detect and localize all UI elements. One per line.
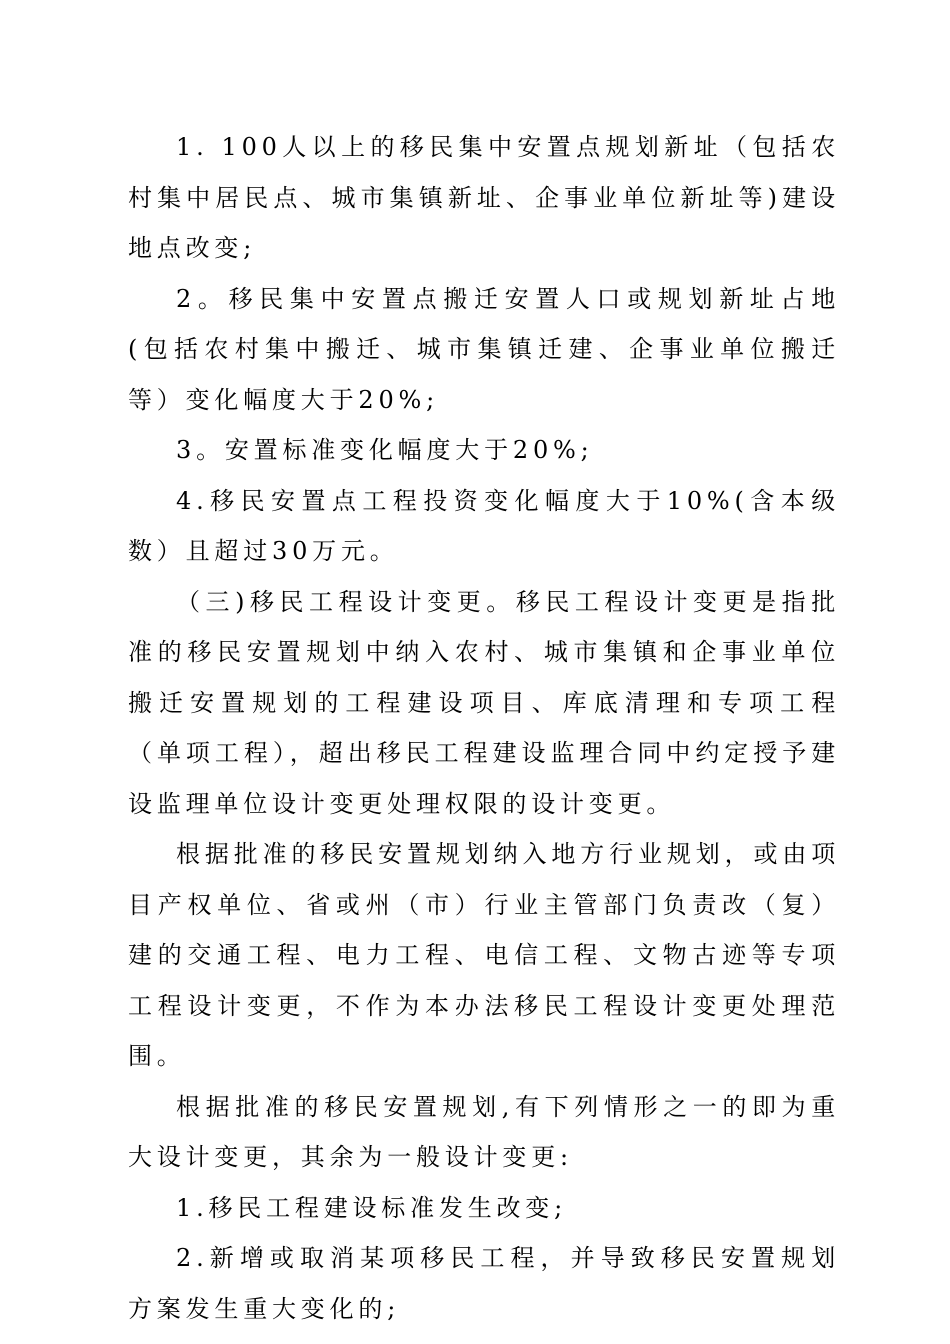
paragraph-item-3: 3。安置标准变化幅度大于20%;: [176, 436, 594, 464]
document-body: [128, 122, 840, 1334]
paragraph-major-item-2: 2.新增或取消某项移民工程，并导致移民安置规划方案发生重大变化的;: [128, 1244, 840, 1323]
paragraph-item-1: 1. 100人以上的移民集中安置点规划新址（包括农村集中居民点、城市集镇新址、企事业单位新址等)建设地点改变;: [128, 133, 840, 262]
paragraph-item-4: 4.移民安置点工程投资变化幅度大于10%(含本级数）且超过30万元。: [128, 486, 840, 565]
paragraph-item-2: 2。移民集中安置点搬迁安置人口或规划新址占地(包括农村集中搬迁、城市集镇迁建、企事业单位搬迁等）变化幅度大于20%;: [128, 284, 840, 414]
paragraph-major-change-intro: 根据批准的移民安置规划,有下列情形之一的即为重大设计变更，其余为一般设计变更:: [128, 1092, 840, 1171]
paragraph-scope-exclusion: 根据批准的移民安置规划纳入地方行业规划，或由项目产权单位、省或州（市）行业主管部门负责改（复）建的交通工程、电力工程、电信工程、文物古迹等专项工程设计变更，不作为本办法移民工程设计变更处理范围。: [128, 840, 840, 1070]
paragraph-major-item-1: 1.移民工程建设标准发生改变;: [176, 1193, 567, 1222]
paragraph-section-3-heading: （三)移民工程设计变更。移民工程设计变更是指批准的移民安置规划中纳入农村、城市集镇和企事业单位搬迁安置规划的工程建设项目、库底清理和专项工程（单项工程），超出移民工程建设监理合同中约定授予建设监理单位设计变更处理权限的设计变更。: [128, 587, 840, 818]
